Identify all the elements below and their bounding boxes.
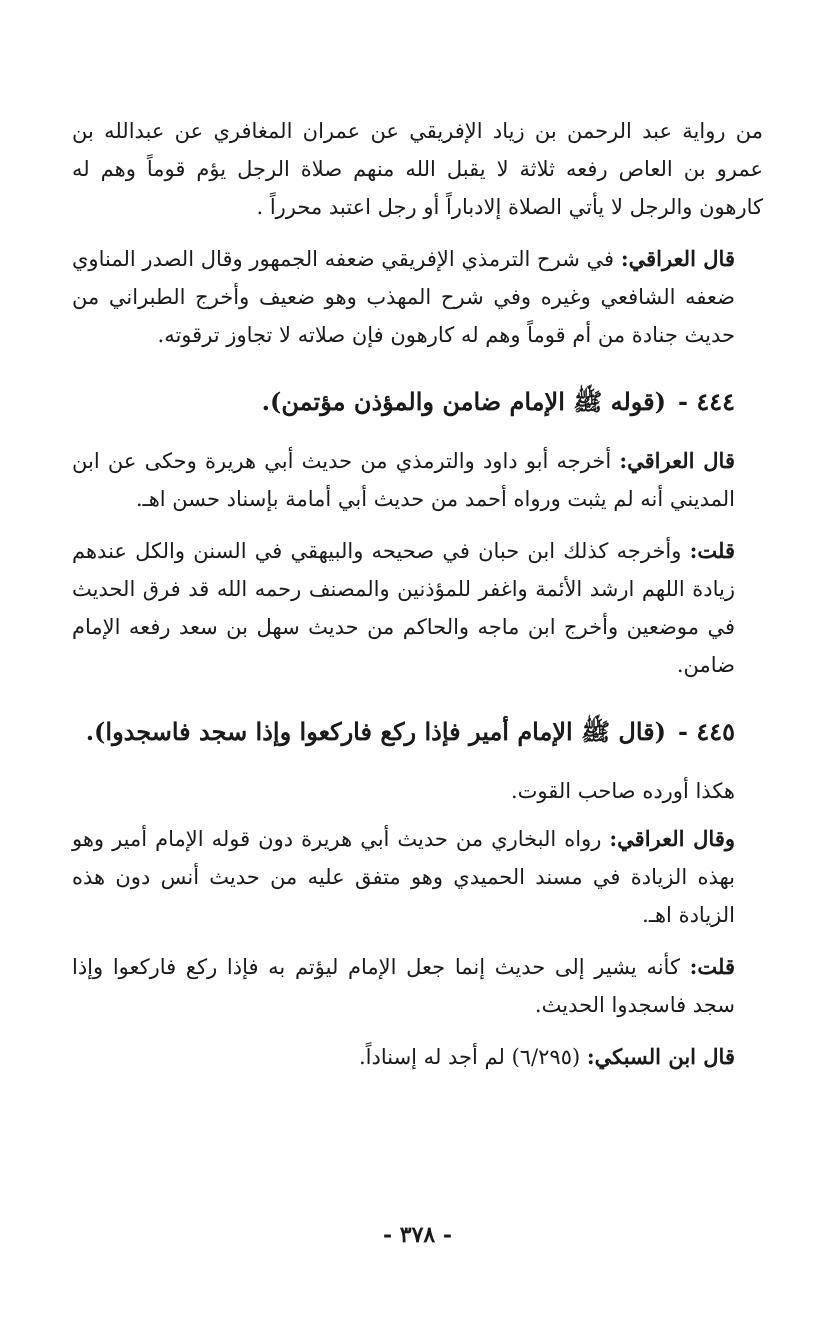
paragraph-text: هكذا أورده صاحب القوت. — [510, 779, 735, 803]
speaker-label: قلت: — [689, 538, 735, 563]
speaker-label: قال ابن السبكي: — [586, 1044, 735, 1069]
paragraph-text: كأنه يشير إلى حديث إنما جعل الإمام ليؤتم به فإذا ركع فاركعوا وإذا سجد فاسجدوا الحديث. — [72, 955, 735, 1017]
paragraph-text: رواه البخاري من حديث أبي هريرة دون قوله الإمام أمير وهو بهذه الزيادة في مسند الحميدي وهو متفق عليه من حديث أنس دون هذه الزيادة اهـ. — [72, 827, 735, 927]
speaker-label: قال العراقي: — [620, 246, 735, 271]
paragraph-subki — [72, 1038, 763, 1076]
paragraph-iraqi-2 — [72, 442, 763, 518]
speaker-label: وقال العراقي: — [609, 826, 735, 851]
paragraph-text: وأخرجه كذلك ابن حبان في صحيحه والبيهقي في السنن والكل عندهم زيادة اللهم ارشد الأئمة واغفر للمؤذنين والمصنف رحمه الله قد فرق الحديث في موضعين وأخرج ابن ماجه والحاكم من حديث سهل بن سعد رفعه الإمام ضامن. — [72, 539, 735, 677]
paragraph-iraqi-3 — [72, 820, 763, 934]
hadith-number: ٤٤٥ - — [678, 717, 735, 746]
paragraph-text: من رواية عبد الرحمن بن زياد الإفريقي عن عمران المغافري عن عبدالله بن عمرو بن العاص رفعه ثلاثة لا يقبل الله منهم صلاة الرجل يؤم قوماً وهم له كارهون والرجل لا يأتي الصلاة إلادباراً أو رجل اعتبد محرراً . — [72, 119, 763, 219]
speaker-label: قلت: — [689, 954, 735, 979]
hadith-heading-445 — [72, 710, 763, 754]
hadith-title: (قوله ﷺ الإمام ضامن والمؤذن مؤتمن). — [261, 387, 666, 416]
page-number: - ٣٧٨ - — [382, 1222, 453, 1248]
paragraph-qut — [72, 772, 763, 810]
paragraph-iraqi-1 — [72, 240, 763, 354]
hadith-heading-444 — [72, 380, 763, 424]
paragraph-qultu-1 — [72, 532, 763, 684]
paragraph-isnad — [72, 112, 763, 226]
hadith-title: (قال ﷺ الإمام أمير فإذا ركع فاركعوا وإذا سجد فاسجدوا). — [85, 717, 666, 746]
speaker-label: قال العراقي: — [619, 448, 735, 473]
hadith-number: ٤٤٤ - — [678, 387, 735, 416]
paragraph-qultu-2 — [72, 948, 763, 1024]
paragraph-text: (٦/٢٩٥) لم أجد له إسناداً. — [358, 1045, 587, 1069]
paragraph-text: أخرجه أبو داود والترمذي من حديث أبي هريرة وحكى عن ابن المديني أنه لم يثبت ورواه أحمد من حديث أبي أمامة بإسناد حسن اهـ. — [72, 449, 735, 511]
paragraph-text: في شرح الترمذي الإفريقي ضعفه الجمهور وقال الصدر المناوي ضعفه الشافعي وغيره وفي شرح المهذب وهو ضعيف وأخرج الطبراني من حديث جنادة من أم قوماً وهم له كارهون فإن صلاته لا تجاوز ترقوته. — [72, 247, 736, 347]
